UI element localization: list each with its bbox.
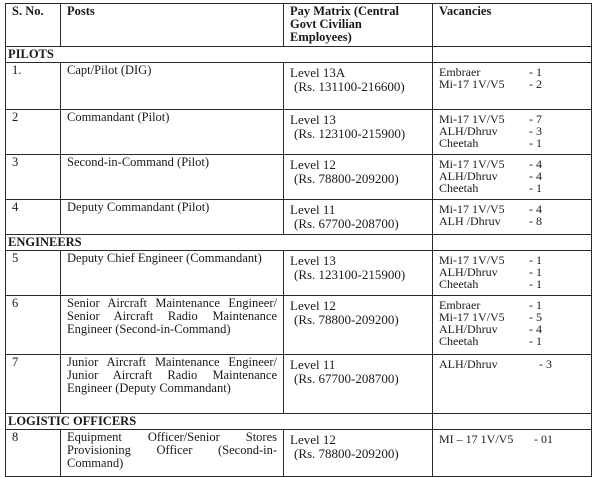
pay-level: Level 13 bbox=[290, 253, 336, 268]
table-header-row bbox=[6, 4, 592, 47]
pay-range: (Rs. 67700-208700) bbox=[294, 216, 399, 231]
header-vacancies: Vacancies bbox=[433, 4, 592, 47]
aircraft-type: Embraer bbox=[439, 298, 481, 312]
section-row-pilots bbox=[6, 47, 592, 63]
vacancy-count: - 01 bbox=[534, 432, 553, 446]
post-cell: Deputy Commandant (Pilot) bbox=[61, 200, 284, 235]
vacancy-count: - 1 bbox=[529, 136, 542, 150]
sno-cell: 4 bbox=[6, 200, 61, 235]
aircraft-type: ALH/Dhruv bbox=[439, 124, 498, 138]
aircraft-type: ALH /Dhruv bbox=[439, 214, 501, 228]
vacancy-count: - 8 bbox=[529, 214, 542, 228]
vacancy-count: - 3 bbox=[529, 124, 542, 138]
section-row-engineers bbox=[6, 235, 592, 251]
post-cell: Junior Aircraft Maintenance Engineer/ Junior Aircraft Radio Maintenance Engineer (Deputy Commandant) bbox=[61, 355, 284, 414]
aircraft-type: ALH/Dhruv bbox=[439, 265, 498, 279]
aircraft-type: Mi-17 1V/V5 bbox=[439, 77, 505, 91]
pay-cell bbox=[284, 110, 433, 155]
pay-range: (Rs. 78800-209200) bbox=[294, 312, 399, 327]
vacancy-count: - 1 bbox=[529, 265, 542, 279]
aircraft-type: ALH/Dhruv bbox=[439, 169, 498, 183]
pay-cell bbox=[284, 430, 433, 477]
pay-cell bbox=[284, 251, 433, 296]
vacancy-count: - 4 bbox=[529, 169, 542, 183]
aircraft-type: MI – 17 1V/V5 bbox=[439, 432, 514, 446]
vacancies-cell bbox=[433, 155, 592, 200]
aircraft-type: Embraer bbox=[439, 65, 481, 79]
table-row bbox=[6, 430, 592, 477]
pay-cell bbox=[284, 355, 433, 414]
vacancy-count: - 3 bbox=[539, 357, 552, 371]
vacancy-count: - 4 bbox=[529, 322, 542, 336]
pay-level: Level 13 bbox=[290, 112, 336, 127]
aircraft-type: ALH/Dhruv bbox=[439, 357, 498, 371]
sno-cell: 5 bbox=[6, 251, 61, 296]
pay-level: Level 13A bbox=[290, 65, 346, 80]
pay-range: (Rs. 78800-209200) bbox=[294, 171, 399, 186]
table-row bbox=[6, 251, 592, 296]
aircraft-type: Cheetah bbox=[439, 181, 479, 195]
vacancies-cell bbox=[433, 430, 592, 477]
table-row bbox=[6, 200, 592, 235]
empty-cell bbox=[433, 235, 592, 251]
pay-range: (Rs. 78800-209200) bbox=[294, 446, 399, 461]
empty-cell bbox=[433, 47, 592, 63]
pay-cell bbox=[284, 63, 433, 110]
vacancy-item bbox=[439, 278, 585, 290]
pay-range: (Rs. 123100-215900) bbox=[294, 126, 406, 141]
header-pay-matrix: Pay Matrix (Central Govt Civilian Employees) bbox=[284, 4, 433, 47]
aircraft-type: ALH/Dhruv bbox=[439, 322, 498, 336]
vacancy-count: - 1 bbox=[529, 65, 542, 79]
pay-level: Level 12 bbox=[290, 432, 336, 447]
vacancies-cell bbox=[433, 296, 592, 355]
post-cell: Senior Aircraft Maintenance Engineer/ Senior Aircraft Radio Maintenance Engineer (Second-in-Command) bbox=[61, 296, 284, 355]
vacancy-count: - 1 bbox=[529, 298, 542, 312]
pay-level: Level 12 bbox=[290, 298, 336, 313]
header-posts: Posts bbox=[61, 4, 284, 47]
vacancy-count: - 5 bbox=[529, 310, 542, 324]
vacancies-cell bbox=[433, 251, 592, 296]
table-row bbox=[6, 155, 592, 200]
vacancies-cell bbox=[433, 63, 592, 110]
sno-cell: 3 bbox=[6, 155, 61, 200]
vacancy-item bbox=[439, 215, 585, 227]
header-sno: S. No. bbox=[6, 4, 61, 47]
pay-level: Level 11 bbox=[290, 202, 336, 217]
post-cell: Equipment Officer/Senior Stores Provisioning Officer (Second-in-Command) bbox=[61, 430, 284, 477]
sno-cell: 8 bbox=[6, 430, 61, 477]
vacancies-cell bbox=[433, 110, 592, 155]
section-row-logistic-officers bbox=[6, 414, 592, 430]
section-title: PILOTS bbox=[6, 47, 433, 63]
post-cell: Commandant (Pilot) bbox=[61, 110, 284, 155]
vacancy-item bbox=[439, 137, 585, 149]
vacancy-item bbox=[439, 182, 585, 194]
sno-cell: 2 bbox=[6, 110, 61, 155]
table-row bbox=[6, 355, 592, 414]
pay-range: (Rs. 131100-216600) bbox=[294, 79, 405, 94]
aircraft-type: Cheetah bbox=[439, 136, 479, 150]
vacancy-count: - 4 bbox=[529, 202, 542, 216]
aircraft-type: Cheetah bbox=[439, 277, 479, 291]
pay-cell bbox=[284, 296, 433, 355]
pay-level: Level 11 bbox=[290, 357, 336, 372]
section-title: LOGISTIC OFFICERS bbox=[6, 414, 433, 430]
vacancy-count: - 2 bbox=[529, 77, 542, 91]
vacancy-item bbox=[439, 335, 585, 347]
vacancy-count: - 1 bbox=[529, 277, 542, 291]
vacancy-table bbox=[5, 3, 592, 477]
vacancy-count: - 1 bbox=[529, 181, 542, 195]
vacancy-item bbox=[439, 78, 585, 90]
sno-cell: 1. bbox=[6, 63, 61, 110]
pay-cell bbox=[284, 200, 433, 235]
aircraft-type: Mi-17 1V/V5 bbox=[439, 310, 505, 324]
sno-cell: 6 bbox=[6, 296, 61, 355]
vacancy-count: - 4 bbox=[529, 157, 542, 171]
section-title: ENGINEERS bbox=[6, 235, 433, 251]
table-row bbox=[6, 63, 592, 110]
post-cell: Second-in-Command (Pilot) bbox=[61, 155, 284, 200]
post-cell: Capt/Pilot (DIG) bbox=[61, 63, 284, 110]
aircraft-type: Mi-17 1V/V5 bbox=[439, 253, 505, 267]
table-row bbox=[6, 110, 592, 155]
aircraft-type: Mi-17 1V/V5 bbox=[439, 157, 505, 171]
pay-level: Level 12 bbox=[290, 157, 336, 172]
vacancies-cell bbox=[433, 200, 592, 235]
empty-cell bbox=[433, 414, 592, 430]
aircraft-type: Cheetah bbox=[439, 334, 479, 348]
pay-range: (Rs. 123100-215900) bbox=[294, 267, 406, 282]
pay-cell bbox=[284, 155, 433, 200]
vacancy-item bbox=[439, 433, 585, 445]
vacancies-cell bbox=[433, 355, 592, 414]
vacancy-count: - 7 bbox=[529, 112, 542, 126]
sno-cell: 7 bbox=[6, 355, 61, 414]
vacancy-count: - 1 bbox=[529, 253, 542, 267]
aircraft-type: Mi-17 1V/V5 bbox=[439, 112, 505, 126]
vacancy-count: - 1 bbox=[529, 334, 542, 348]
aircraft-type: Mi-17 1V/V5 bbox=[439, 202, 505, 216]
table-row bbox=[6, 296, 592, 355]
post-cell: Deputy Chief Engineer (Commandant) bbox=[61, 251, 284, 296]
vacancy-item bbox=[439, 358, 585, 370]
pay-range: (Rs. 67700-208700) bbox=[294, 371, 399, 386]
